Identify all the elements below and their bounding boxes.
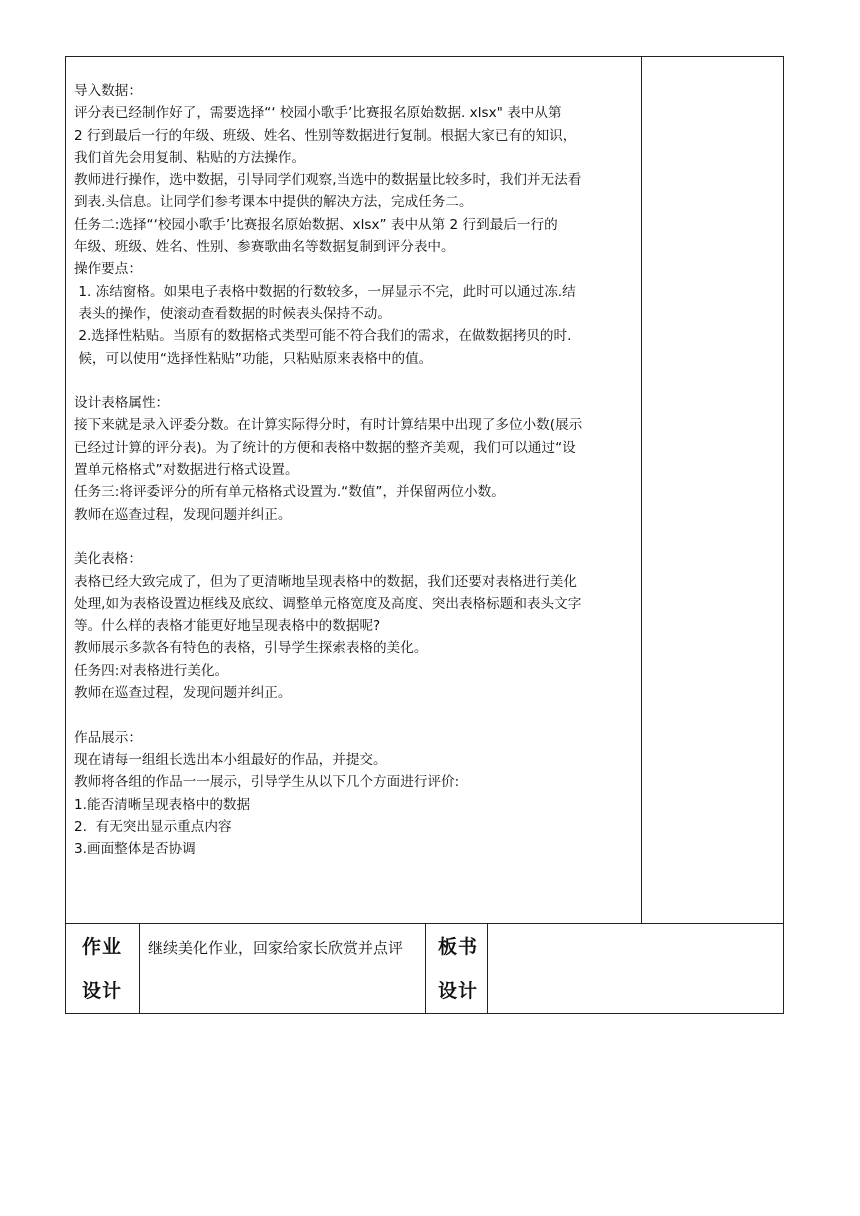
content-line: 设计表格属性：: [74, 395, 170, 412]
table-divider: [425, 923, 426, 1014]
content-line: 评分表已经制作好了，需要选择“‘ 校园小歌手’比赛报名原始数据. xlsx" 表中从第: [74, 105, 562, 122]
content-line: 我们首先会用复制、粘贴的方法操作。: [74, 149, 306, 166]
content-line: 任务四:对表格进行美化。: [74, 662, 229, 679]
homework-design-label: [82, 925, 122, 1013]
content-line: 美化表格：: [74, 551, 142, 568]
content-line: 表头的操作，使滚动查看数据的时候表头保持不动。: [74, 305, 391, 322]
homework-label-line-2: 设计: [82, 980, 123, 1002]
content-line: 任务三:将评委评分的所有单元格格式设置为.“数值”，并保留两位小数。: [74, 484, 505, 501]
content-line: 到表.头信息。让同学们参考课本中提供的解决方法，完成任务二。: [74, 194, 473, 211]
content-line: 教师进行操作，选中数据，引导同学们观察,当选中的数据量比较多时，我们并无法看: [74, 172, 582, 189]
content-line: 教师展示多款各有特色的表格，引导学生探索表格的美化。: [74, 640, 428, 657]
blank-line: [74, 704, 636, 726]
homework-label-line-1: 作业: [82, 936, 123, 958]
table-divider: [139, 923, 140, 1014]
content-line: 任务二:选择“‘校园小歌手’比赛报名原始数据、xlsx” 表中从第 2 行到最后一行的: [74, 216, 558, 233]
content-line: 2. 有无突出显示重点内容: [74, 818, 232, 835]
content-line: 候，可以使用“选择性粘贴”功能，只粘贴原来表格中的值。: [74, 350, 433, 367]
content-line: 现在请每一组组长选出本小组最好的作品，并提交。: [74, 751, 387, 768]
content-line: 等。什么样的表格才能更好地呈现表格中的数据呢?: [74, 618, 381, 635]
content-line: 处理,如为表格设置边框线及底纹、调整单元格宽度及高度、突出表格标题和表头文字: [74, 595, 582, 612]
content-line: 表格已经大致完成了，但为了更清晰地呈现表格中的数据，我们还要对表格进行美化: [74, 573, 577, 590]
blank-line: [74, 370, 636, 392]
content-line: 教师在巡查过程，发现问题并纠正。: [74, 685, 292, 702]
content-line: 导入数据：: [74, 83, 142, 99]
content-line: 操作要点：: [74, 261, 142, 278]
table-divider: [641, 56, 642, 924]
board-label-line-2: 设计: [438, 980, 479, 1002]
content-line: 接下来就是录入评委分数。在计算实际得分时，有时计算结果中出现了多位小数(展示: [74, 417, 583, 434]
content-line: 1.能否清晰呈现表格中的数据: [74, 796, 251, 813]
lesson-content-cell: [74, 80, 636, 860]
content-line: 1. 冻结窗格。如果电子表格中数据的行数较多，一屏显示不完，此时可以通过冻.结: [74, 283, 576, 300]
content-line: 教师将各组的作品一一展示，引导学生从以下几个方面进行评价:: [74, 774, 460, 791]
homework-design-text: 继续美化作业，回家给家长欣赏并点评: [148, 939, 404, 957]
board-label-line-1: 板书: [438, 936, 479, 958]
content-line: 教师在巡查过程，发现问题并纠正。: [74, 506, 292, 523]
content-line: 年级、班级、姓名、性别、参赛歌曲名等数据复制到评分表中。: [74, 239, 455, 256]
content-line: 2 行到最后一行的年级、班级、姓名、性别等数据进行复制。根据大家已有的知识，: [74, 127, 577, 144]
content-line: 已经过计算的评分表)。为了统计的方便和表格中数据的整齐美观，我们可以通过“设: [74, 439, 576, 456]
content-line: 2.选择性粘贴。当原有的数据格式类型可能不符合我们的需求，在做数据拷贝的时.: [74, 328, 572, 345]
content-line: 置单元格格式”对数据进行格式设置。: [74, 462, 299, 479]
board-design-label: [438, 925, 478, 1013]
table-divider: [487, 923, 488, 1014]
content-line: 作品展示：: [74, 729, 142, 746]
blank-line: [74, 526, 636, 548]
content-line: 3.画面整体是否协调: [74, 841, 196, 858]
